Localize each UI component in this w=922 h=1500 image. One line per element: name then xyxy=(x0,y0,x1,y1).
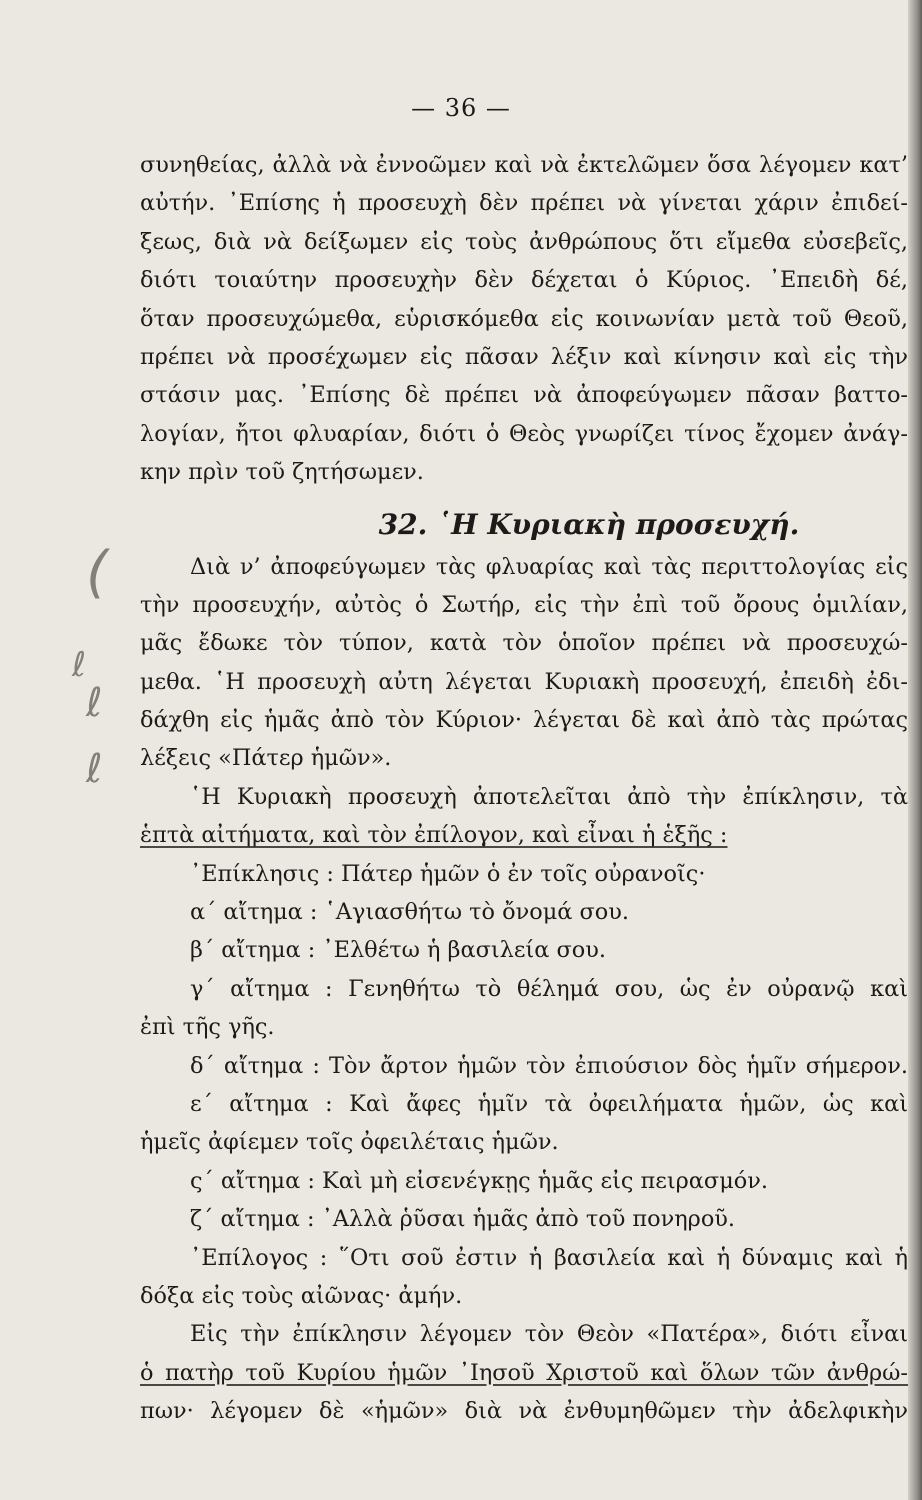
section-heading: 32. ῾Η Κυριακὴ προσευχή. xyxy=(378,507,800,541)
text-line: ε΄ αἴτημα : Καὶ ἄφες ἡμῖν τὰ ὀφειλήματα ἡμῶν, ὡς καὶ xyxy=(190,1090,908,1117)
text-line: ἐπὶ τῆς γῆς. xyxy=(140,1014,275,1041)
text-line: μᾶς ἔδωκε τὸν τύπον, κατὰ τὸν ὁποῖον πρέπει νὰ προσευχώ- xyxy=(140,630,908,657)
text-line: συνηθείας, ἀλλὰ νὰ ἐννοῶμεν καὶ νὰ ἐκτελῶμεν ὅσα λέγομεν κατ’ xyxy=(140,152,908,178)
text-line: αὐτήν. ᾿Επίσης ἡ προσευχὴ δὲν πρέπει νὰ γίνεται χάριν ἐπιδεί- xyxy=(140,190,908,217)
text-line: γ΄ αἴτημα : Γενηθήτω τὸ θέλημά σου, ὡς ἐν οὐρανῷ καὶ xyxy=(190,975,908,1002)
text-line: κην πρὶν τοῦ ζητήσωμεν. xyxy=(140,459,424,486)
text-line: ὅταν προσευχώμεθα, εὑρισκόμεθα εἰς κοινωνίαν μετὰ τοῦ Θεοῦ, xyxy=(140,305,908,332)
text-line: δόξα εἰς τοὺς αἰῶνας· ἀμήν. xyxy=(140,1282,463,1309)
text-line: ἑπτὰ αἰτήματα, καὶ τὸν ἐπίλογον, καὶ εἶναι ἡ ἑξῆς : xyxy=(140,822,728,849)
margin-mark-stroke-1: ℓ xyxy=(72,645,87,685)
text-line: μεθα. ῾Η προσευχὴ αὐτη λέγεται Κυριακὴ προσευχή, ἐπειδὴ ἐδι- xyxy=(140,668,908,695)
text-line: Διὰ ν’ ἀποφεύγωμεν τὰς φλυαρίας καὶ τὰς περιττολογίας εἰς xyxy=(190,553,908,580)
text-line: ζ΄ αἴτημα : ᾿Αλλὰ ῥῦσαι ἡμᾶς ἀπὸ τοῦ πονηροῦ. xyxy=(190,1206,736,1233)
text-line: ς΄ αἴτημα : Καὶ μὴ εἰσενέγκῃς ἡμᾶς εἰς πειρασμόν. xyxy=(190,1167,768,1194)
body-text xyxy=(140,146,908,1431)
text-line: διότι τοιαύτην προσευχὴν δὲν δέχεται ὁ Κύριος. ᾿Επειδὴ δέ, xyxy=(140,267,908,294)
text-line: πρέπει νὰ προσέχωμεν εἰς πᾶσαν λέξιν καὶ κίνησιν καὶ εἰς τὴν xyxy=(140,343,908,370)
text-line: δ΄ αἴτημα : Τὸν ἄρτον ἡμῶν τὸν ἐπιούσιον δὸς ἡμῖν σήμερον. xyxy=(190,1052,908,1079)
text-line: Εἰς τὴν ἐπίκλησιν λέγομεν τὸν Θεὸν «Πατέρα», διότι εἶναι xyxy=(190,1321,908,1348)
text-line: πων· λέγομεν δὲ «ἡμῶν» διὰ νὰ ἐνθυμηθῶμεν τὴν ἀδελφικὴν xyxy=(140,1398,908,1425)
text-line: ῾Η Κυριακὴ προσευχὴ ἀποτελεῖται ἀπὸ τὴν ἐπίκλησιν, τὰ xyxy=(190,783,908,810)
margin-mark-stroke-3: ℓ xyxy=(86,746,103,792)
margin-mark-bracket: ( xyxy=(86,540,108,605)
page-number: — 36 — xyxy=(411,94,511,122)
text-line: δάχθη εἰς ἡμᾶς ἀπὸ τὸν Κύριον· λέγεται δὲ καὶ ἀπὸ τὰς πρώτας xyxy=(140,707,908,734)
text-line: ὁ πατὴρ τοῦ Κυρίου ἡμῶν ᾿Ιησοῦ Χριστοῦ καὶ ὅλων τῶν ἀνθρώ- xyxy=(140,1359,908,1386)
text-line: στάσιν μας. ᾿Επίσης δὲ πρέπει νὰ ἀποφεύγωμεν πᾶσαν βαττο- xyxy=(140,382,908,409)
text-line: ἡμεῖς ἀφίεμεν τοῖς ὀφειλέταις ἡμῶν. xyxy=(140,1129,559,1156)
text-line: α΄ αἴτημα : ῾Αγιασθήτω τὸ ὄνομά σου. xyxy=(190,899,630,926)
text-line: λογίαν, ἤτοι φλυαρίαν, διότι ὁ Θεὸς γνωρίζει τίνος ἔχομεν ἀνάγ- xyxy=(140,420,908,447)
text-line: ᾿Επίκλησις : Πάτερ ἡμῶν ὁ ἐν τοῖς οὐρανοῖς· xyxy=(190,860,706,887)
text-line: ᾿Επίλογος : ῞Οτι σοῦ ἐστιν ἡ βασιλεία καὶ ἡ δύναμις καὶ ἡ xyxy=(190,1244,908,1271)
text-line: λέξεις «Πάτερ ἡμῶν». xyxy=(140,745,392,772)
text-line: β΄ αἴτημα : ᾿Ελθέτω ἡ βασιλεία σου. xyxy=(190,937,606,964)
page-right-edge xyxy=(908,0,922,1500)
text-line: τὴν προσευχήν, αὐτὸς ὁ Σωτήρ, εἰς τὴν ἐπὶ τοῦ ὄρους ὁμιλίαν, xyxy=(140,591,908,618)
margin-mark-stroke-2: ℓ xyxy=(86,680,103,726)
text-line: ξεως, διὰ νὰ δείξωμεν εἰς τοὺς ἀνθρώπους ὅτι εἴμεθα εὐσεβεῖς, xyxy=(140,228,908,255)
